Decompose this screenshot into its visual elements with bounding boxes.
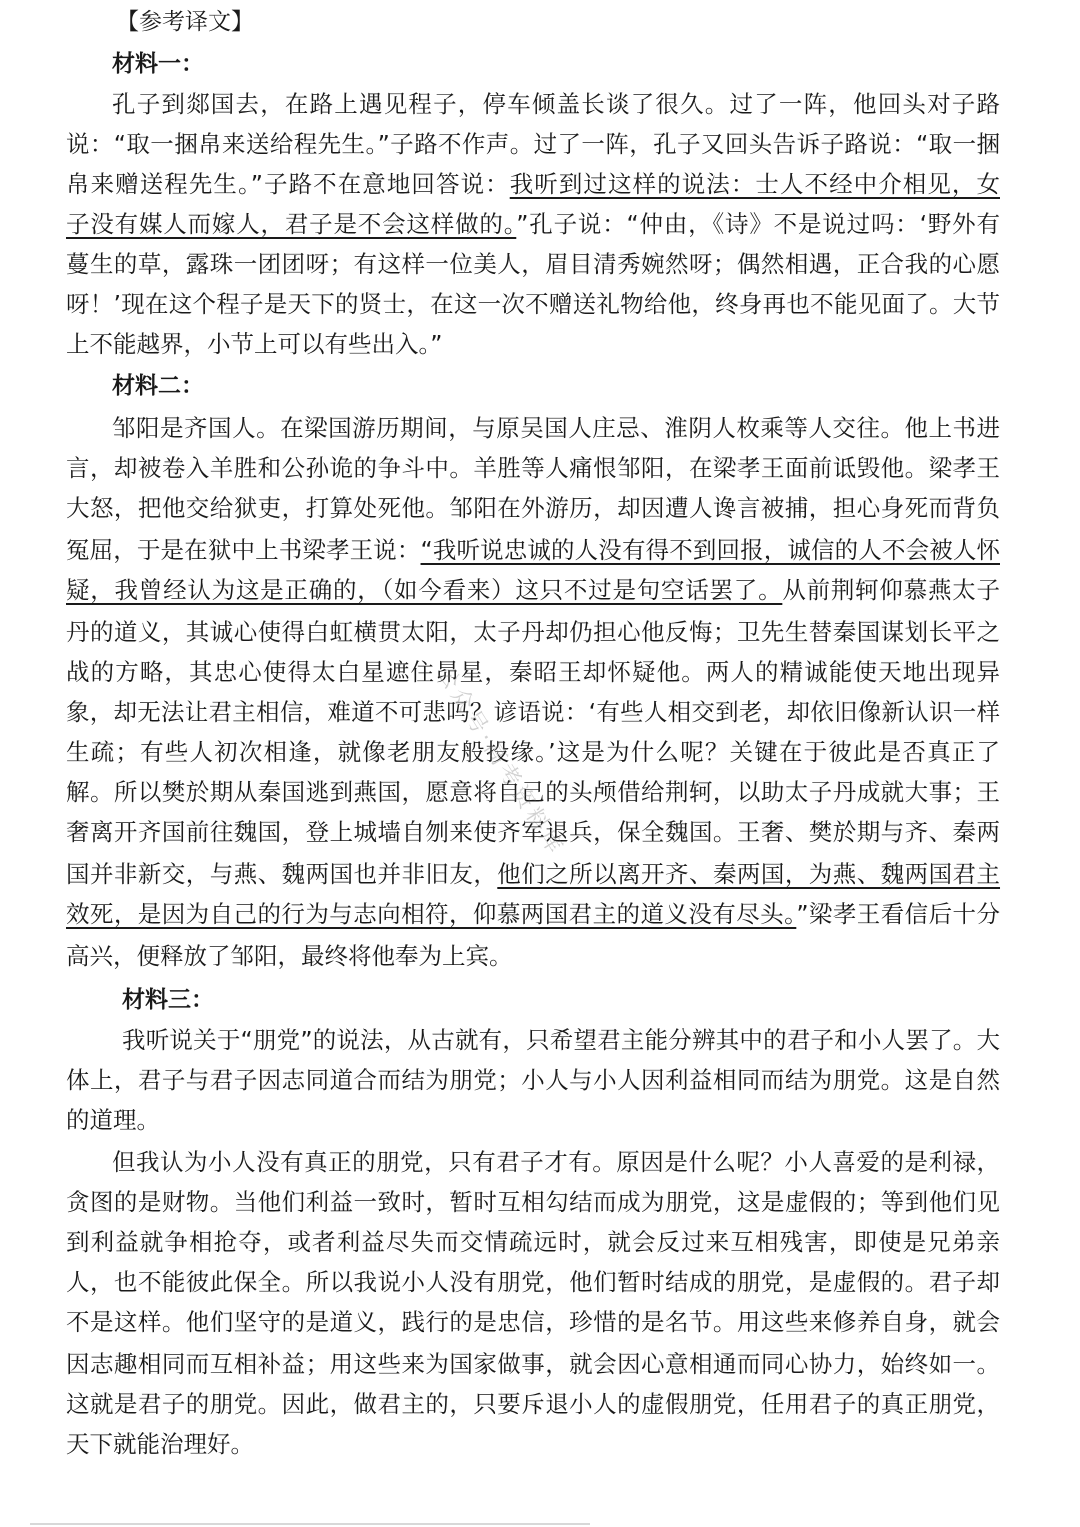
paragraph-line: 人，也不能彼此保全。所以我说小人没有朋党，他们暂时结成的朋党，是虚假的。君子却 — [66, 1268, 1000, 1296]
paragraph-line: 象，却无法让君主相信，难道不可悲吗？谚语说：‘有些人相交到老，却依旧像新认识一样 — [66, 698, 1000, 726]
underlined-text: “我听说忠诚的人没有得不到回报，诚信的人不会被人怀 — [420, 536, 1000, 564]
paragraph-line: 上不能越界，小节上可以有些出入。” — [66, 330, 443, 358]
paragraph-line: 的道理。 — [66, 1106, 160, 1134]
paragraph-line: 高兴，便释放了邹阳，最终将他奉为上宾。 — [66, 942, 513, 970]
paragraph-line — [66, 854, 1000, 894]
paragraph-line: 大怒，把他交给狱吏，打算处死他。邹阳在外游历，却因遭人谗言被捕，担心身死而背负 — [66, 494, 1000, 522]
text-segment: 国并非新交，与燕、魏两国也并非旧友， — [66, 860, 498, 888]
paragraph-line: 蔓生的草，露珠一团团呀；有这样一位美人，眉目清秀婉然呀；偶然相遇，正合我的心愿 — [66, 250, 1000, 278]
text-segment: ”梁孝王看信后十分 — [796, 900, 1000, 928]
paragraph-line — [66, 894, 1000, 934]
paragraph-line: 孔子到郯国去，在路上遇见程子，停车倾盖长谈了很久。过了一阵，他回头对子路 — [112, 90, 1000, 118]
paragraph-line: 呀！’现在这个程子是天下的贤士，在这一次不赠送礼物给他，终身再也不能见面了。大节 — [66, 290, 1000, 318]
paragraph-line — [66, 204, 1000, 244]
paragraph-line: 这就是君子的朋党。因此，做君主的，只要斥退小人的虚假朋党，任用君子的真正朋党， — [66, 1390, 1000, 1418]
paragraph-line: 丹的道义，其诚心使得白虹横贯太阳，太子丹却仍担心他反悔；卫先生替秦国谋划长平之 — [66, 618, 1000, 646]
material3-heading: 材料三： — [122, 987, 214, 1013]
paragraph-line: 生疏；有些人初次相逢，就像老朋友般投缘。’这是为什么呢？关键在于彼此是否真正了 — [66, 738, 1000, 766]
text-segment: ”孔子说：“仲由，《诗》不是说过吗：‘野外有 — [516, 210, 1001, 238]
paragraph-line: 贪图的是财物。当他们利益一致时，暂时互相勾结而成为朋党，这是虚假的；等到他们见 — [66, 1188, 1000, 1216]
paragraph-line: 体上，君子与君子因志同道合而结为朋党；小人与小人因利益相同而结为朋党。这是自然 — [66, 1066, 1000, 1094]
paragraph-line: 天下就能治理好。 — [66, 1430, 254, 1458]
paragraph-line — [66, 570, 1000, 610]
paragraph-line: 因志趣相同而互相补益；用这些来为国家做事，就会因心意相通而同心协力，始终如一。 — [66, 1350, 1000, 1378]
underlined-text: 疑，我曾经认为这是正确的，（如今看来）这只不过是句空话罢了。 — [66, 576, 783, 604]
text-segment: 帛来赠送程先生。”子路不在意地回答说： — [66, 170, 510, 198]
material1-heading: 材料一： — [112, 51, 204, 77]
paragraph-line: 战的方略，其忠心使得太白星遮住昴星，秦昭王却怀疑他。两人的精诚能使天地出现异 — [66, 658, 1000, 686]
paragraph-line: 解。所以樊於期从秦国逃到燕国，愿意将自己的头颅借给荆轲，以助太子丹成就大事；王 — [66, 778, 1000, 806]
paragraph-line: 到利益就争相抢夺，或者利益尽失而交情疏远时，就会反过来互相残害，即使是兄弟亲 — [66, 1228, 1000, 1256]
underlined-text: 我听到过这样的说法：士人不经中介相见，女 — [509, 170, 1000, 198]
paragraph-line: 但我认为小人没有真正的朋党，只有君子才有。原因是什么呢？小人喜爱的是利禄， — [112, 1148, 1000, 1176]
paragraph-line: 邹阳是齐国人。在梁国游历期间，与原吴国人庄忌、淮阴人枚乘等人交往。他上书进 — [112, 414, 1000, 442]
paragraph-line — [66, 164, 1000, 204]
underlined-text: 效死，是因为自己的行为与志向相符，仰慕两国君主的道义没有尽头。 — [66, 900, 797, 928]
paragraph-line: 我听说关于“朋党”的说法，从古就有，只希望君主能分辨其中的君子和小人罢了。大 — [122, 1026, 1000, 1054]
underlined-text: 他们之所以离开齐、秦两国，为燕、魏两国君主 — [497, 860, 1001, 888]
paragraph-line: 奢离开齐国前往魏国，登上城墙自刎来使齐军退兵，保全魏国。王奢、樊於期与齐、秦两 — [66, 818, 1000, 846]
paragraph-line — [66, 530, 1000, 570]
watermark: 公众号·高考资料库 — [431, 662, 569, 862]
text-segment: 冤屈，于是在狱中上书梁孝王说： — [66, 536, 421, 564]
paragraph-line: 不是这样。他们坚守的是道义，践行的是忠信，珍惜的是名节。用这些来修养自身，就会 — [66, 1308, 1000, 1336]
text-segment: 从前荆轲仰慕燕太子 — [782, 576, 1001, 604]
paragraph-line: 说：“取一捆帛来送给程先生。”子路不作声。过了一阵，孔子又回头告诉子路说：“取一捆 — [66, 130, 1000, 158]
underlined-text: 子没有媒人而嫁人，君子是不会这样做的。 — [66, 210, 517, 238]
paragraph-line: 言，却被卷入羊胜和公孙诡的争斗中。羊胜等人痛恨邹阳，在梁孝王面前诋毁他。梁孝王 — [66, 454, 1000, 482]
page-title: 【参考译文】 — [116, 9, 254, 35]
material2-heading: 材料二： — [112, 373, 204, 399]
bottom-divider — [30, 1523, 590, 1525]
